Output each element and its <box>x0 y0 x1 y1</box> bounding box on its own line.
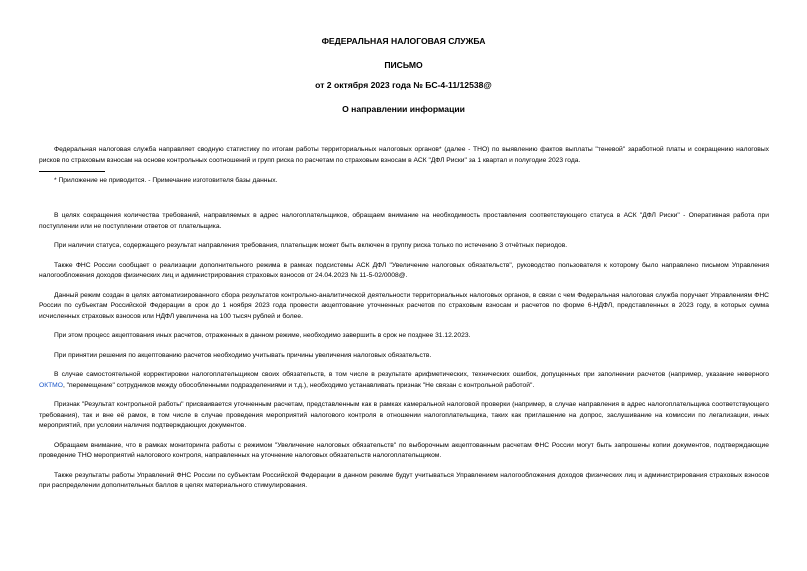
paragraph-8-text-start: В случае самостоятельной корректировки налогоплательщиком своих обязательств, в том числе в результате арифметических, технических ошибок, допущенных при заполнении расчетов (например, указание неверного <box>54 371 769 378</box>
paragraph-1: Федеральная налоговая служба направляет сводную статистику по итогам работы территориальных налоговых органов* (далее - ТНО) по выявлению фактов выплаты "теневой" заработной платы и сокращению налоговых рисков по страховым взносам на основе контрольных соотношений и групп риска по расчетам по страховым взносам в АСК "ДФЛ Риски" за 1 квартал и полугодие 2023 года. <box>39 146 769 164</box>
footnote-separator <box>39 171 105 172</box>
paragraph-6: При этом процесс акцептования иных расчетов, отраженных в данном режиме, необходимо завершить в срок не позднее 31.12.2023. <box>54 332 471 339</box>
paragraph-8 <box>39 370 769 391</box>
paragraph-5: Данный режим создан в целях автоматизированного сбора результатов контрольно-аналитической деятельности территориальных налоговых органов, в связи с чем Федеральная налоговая служба поручает Управлениям ФНС России по субъектам Российской Федерации в срок до 1 ноября 2023 года провести акцептование уточненных расчетов по страховым взносам и расчетов по форме 6-НДФЛ, представленных в 2023 году, в которых сумма исчисленных страховых взносов или НДФЛ увеличена на 100 тысяч рублей и более. <box>39 291 769 320</box>
document-subject: О направлении информации <box>342 104 465 114</box>
paragraph-7: При принятии решения по акцептованию расчетов необходимо учитывать причины увеличения налоговых обязательств. <box>54 351 432 359</box>
document-type: ПИСЬМО <box>384 60 423 70</box>
paragraph-9: Признак "Результат контрольной работы" присваивается уточненным расчетам, представленным как в рамках камеральной налоговой проверки (например, в случае направления в адрес налогоплательщика соответствующего требования), так и вне её рамок, в том числе в случае проведения мероприятий налогового контроля в отношении налогоплательщика, таких как приглашение на допрос, заслушивание на комиссии по легализации, иных мероприятий, при условии наличия подтверждающих документов. <box>39 401 769 429</box>
document-date-number: от 2 октября 2023 года № БС-4-11/12538@ <box>315 80 492 90</box>
issuing-authority: ФЕДЕРАЛЬНАЯ НАЛОГОВАЯ СЛУЖБА <box>321 36 486 46</box>
footnote: * Приложение не приводится. - Примечание изготовителя базы данных. <box>54 177 278 184</box>
paragraph-4: Также ФНС России сообщает о реализации дополнительного режима в рамках подсистемы АСК ДФЛ "Увеличение налоговых обязательств", руководство пользователя к которому было направлено письмом Управления налогообложения доходов физических лиц и администрирования страховых взносов от 24.04.2023 № 11-5-02/0008@. <box>39 261 769 279</box>
paragraph-10: Обращаем внимание, что в рамках мониторинга работы с режимом "Увеличение налоговых обязательств" по выборочным акцептованным расчетам ФНС России могут быть запрошены копии документов, подтверждающие проведение ТНО мероприятий налогового контроля, направленных на уточнение налоговых обязательств налогоплательщиком. <box>39 441 769 459</box>
paragraph-3: При наличии статуса, содержащего результат направления требования, плательщик может быть включен в группу риска только по истечению 3 отчётных периодов. <box>54 242 568 249</box>
oktmo-link[interactable]: ОКТМО <box>39 381 63 389</box>
document-body <box>39 145 769 492</box>
paragraph-8-text-end: , "перемещение" сотрудников между обособленными подразделениями и т.д.), необходимо устанавливать признак "Не связан с контрольной работой". <box>62 381 535 389</box>
paragraph-2: В целях сокращения количества требований, направляемых в адрес налогоплательщиков, обращаем внимание на необходимость проставления соответствующего статуса в АСК "ДФЛ Риски" - Оперативная работа при поступлении или не поступлении ответов от плательщика. <box>39 212 769 230</box>
paragraph-11: Также результаты работы Управлений ФНС России по субъектам Российской Федерации в данном режиме будут учитываться Управлением налогообложения доходов физических лиц и администрирования страховых взносов при распределении дополнительных баллов в целях материального стимулирования. <box>39 471 769 489</box>
